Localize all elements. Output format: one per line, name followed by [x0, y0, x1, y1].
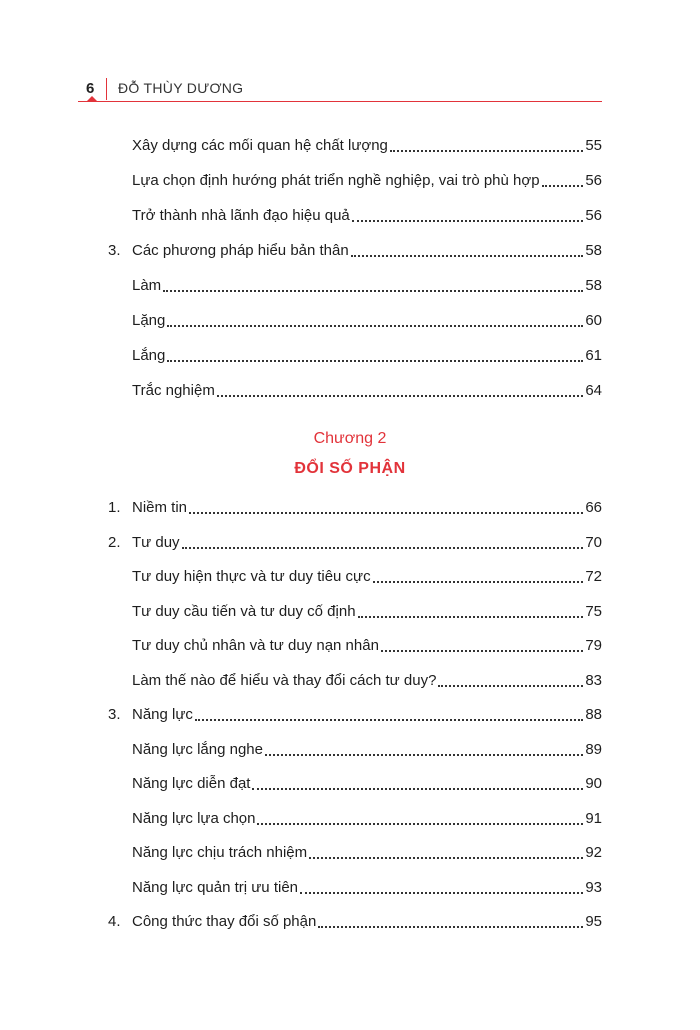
toc-entry-title: Trở thành nhà lãnh đạo hiệu quả: [132, 207, 350, 224]
toc-entry-page: 58: [585, 242, 602, 259]
toc-leader-dots: [265, 738, 583, 756]
toc-entry-number: 3.: [108, 706, 121, 723]
toc-entry-title: Năng lực lựa chọn: [132, 809, 256, 827]
toc-entry-title: Các phương pháp hiểu bản thân: [132, 242, 349, 259]
toc-entry: [108, 240, 602, 262]
toc-entry-page: 79: [585, 637, 602, 654]
running-header: [78, 76, 602, 102]
toc-entry: [132, 877, 602, 899]
toc-leader-dots: [189, 496, 583, 514]
toc-entry-title: Công thức thay đổi số phận: [132, 913, 317, 930]
toc-entry-page: 91: [585, 809, 602, 827]
header-divider: [106, 78, 107, 100]
header-rule: [78, 101, 602, 102]
toc-leader-dots: [182, 531, 584, 549]
toc-entry-number: 1.: [108, 499, 121, 516]
toc-leader-dots: [252, 772, 583, 790]
toc-leader-dots: [217, 379, 584, 397]
toc-entry: [132, 773, 602, 795]
toc-leader-dots: [163, 274, 583, 292]
toc-leader-dots: [195, 703, 583, 721]
toc-leader-dots: [300, 876, 583, 894]
toc-leader-dots: [381, 634, 583, 652]
toc-entry-title: Niềm tin: [132, 499, 188, 516]
toc-leader-dots: [352, 204, 584, 222]
chapter-title: ĐỔI SỐ PHẬN: [294, 460, 406, 477]
toc-entry-title: Lặng: [132, 312, 166, 329]
toc-leader-dots: [390, 134, 583, 152]
toc-entry-title: Năng lực chịu trách nhiệm: [132, 844, 308, 861]
toc-entry-title: Làm thế nào để hiểu và thay đổi cách tư duy?: [132, 671, 437, 689]
toc-entry: [132, 739, 602, 761]
toc-entry-page: 56: [585, 207, 602, 224]
toc-entry-number: 4.: [108, 913, 121, 930]
toc-entry-title: Tư duy cầu tiến và tư duy cố định: [132, 602, 356, 620]
toc-entry-page: 64: [585, 382, 602, 399]
toc-entry-title: Tư duy: [132, 533, 180, 551]
page-number: 6: [86, 80, 95, 97]
toc-entry: [132, 601, 602, 623]
toc-entry-title: Lắng: [132, 347, 166, 364]
toc-entry: [108, 532, 602, 554]
toc-entry-page: 55: [585, 137, 602, 154]
toc-entry: [132, 566, 602, 588]
toc-entry-page: 95: [585, 913, 602, 930]
toc-leader-dots: [318, 910, 583, 928]
toc-entry-title: Tư duy hiện thực và tư duy tiêu cực: [132, 568, 371, 585]
toc-entry: [132, 170, 602, 192]
toc-entry-page: 58: [585, 277, 602, 294]
toc-leader-dots: [167, 344, 583, 362]
toc-entry: [108, 704, 602, 726]
chapter-label: Chương 2: [313, 430, 387, 447]
toc-leader-dots: [167, 309, 583, 327]
toc-entry-page: 72: [585, 568, 602, 585]
author-name: ĐỖ THÙY DƯƠNG: [118, 80, 244, 96]
toc-entry-page: 56: [585, 172, 602, 189]
toc-entry: [132, 310, 602, 332]
toc-entry-number: 2.: [108, 533, 121, 551]
toc-entry: [108, 497, 602, 519]
toc-entry-page: 60: [585, 312, 602, 329]
toc-entry-title: Năng lực diễn đạt: [132, 775, 251, 792]
toc-entry-page: 66: [585, 499, 602, 516]
toc-entry-page: 90: [585, 775, 602, 792]
toc-entry-page: 70: [585, 533, 602, 551]
toc-entry-title: Tư duy chủ nhân và tư duy nạn nhân: [132, 637, 379, 654]
toc-entry: [132, 635, 602, 657]
toc-entry: [108, 911, 602, 933]
toc-leader-dots: [358, 600, 584, 618]
toc-leader-dots: [257, 807, 583, 825]
toc-entry: [132, 380, 602, 402]
toc-entry-number: 3.: [108, 242, 121, 259]
toc-entry-title: Làm: [132, 277, 162, 294]
toc-entry-title: Năng lực lắng nghe: [132, 740, 263, 758]
toc-entry: [132, 135, 602, 157]
toc-leader-dots: [542, 169, 584, 187]
toc-entry-page: 89: [585, 740, 602, 758]
toc-entry: [132, 275, 602, 297]
toc-entry: [132, 345, 602, 367]
toc-entry-page: 75: [585, 602, 602, 620]
toc-entry: [132, 205, 602, 227]
toc-entry-page: 61: [585, 347, 602, 364]
toc-entry-page: 92: [585, 844, 602, 861]
toc-entry-title: Xây dựng các mối quan hệ chất lượng: [132, 137, 388, 154]
toc-leader-dots: [438, 669, 583, 687]
toc-leader-dots: [373, 565, 584, 583]
toc-entry-title: Lựa chọn định hướng phát triển nghề nghiệp, vai trò phù hợp: [132, 172, 540, 189]
toc-entry-page: 93: [585, 878, 602, 896]
toc-leader-dots: [351, 239, 584, 257]
toc-leader-dots: [309, 841, 583, 859]
toc-entry-page: 88: [585, 706, 602, 723]
toc-entry-title: Năng lực: [132, 706, 193, 723]
toc-entry-title: Năng lực quản trị ưu tiên: [132, 878, 299, 896]
toc-entry: [132, 670, 602, 692]
toc-entry-title: Trắc nghiệm: [132, 382, 215, 399]
toc-entry: [132, 808, 602, 830]
toc-entry-page: 83: [585, 671, 602, 689]
toc-entry: [132, 842, 602, 864]
